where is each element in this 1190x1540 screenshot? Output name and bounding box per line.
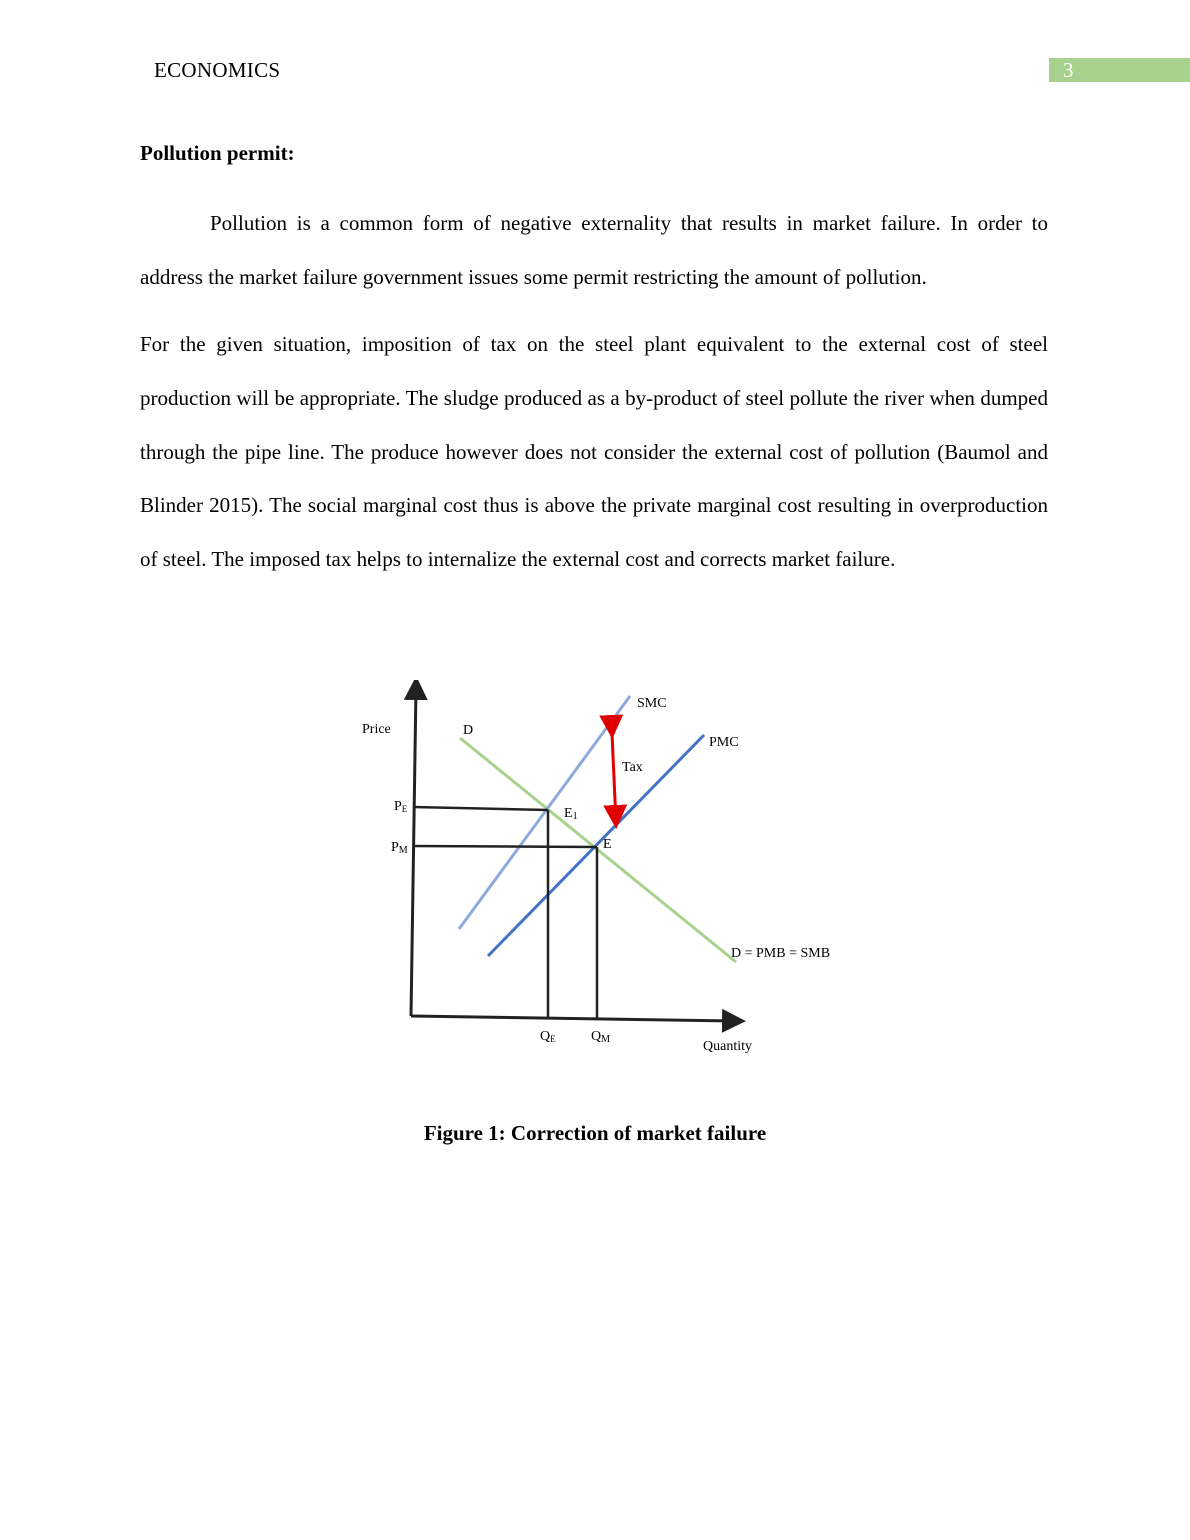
paragraph-1: Pollution is a common form of negative externality that results in market failure. In order to address the market failure government issues some permit restricting the amount of pollution. [140,211,1048,289]
qm-label: QM [591,1029,611,1045]
pm-label: PM [391,840,408,856]
running-header: ECONOMICS [154,58,281,82]
page-number-badge: 3 [1049,58,1190,82]
paragraph-2: For the given situation, imposition of tax on the steel plant equivalent to the external cost of steel production will be appropriate. The sludge produced as a by-product of steel pollute the river when dumped through the pipe line. The produce however does not consider the external cost of pollution (Baumol and Blinder 2015). The social marginal cost thus is above the private marginal cost resulting in overproduction of steel. The imposed tax helps to internalize the external cost and corrects market failure. [140,332,1048,572]
y-axis [411,688,416,1016]
tax-arrow [612,733,616,823]
pm-guide-line [413,846,597,847]
market-failure-figure [350,680,850,1070]
demand-equation-label: D = PMB = SMB [731,946,831,961]
demand-top-label: D [463,723,474,738]
section-heading: Pollution permit: [140,141,295,165]
e-label: E [603,837,612,852]
pe-label: PE [394,799,408,814]
pe-guide-line [413,807,548,810]
tax-label: Tax [622,760,643,775]
x-axis [411,1016,734,1021]
smc-curve [459,696,630,929]
pmc-label: PMC [709,735,739,750]
price-axis-label: Price [362,722,391,737]
e1-label: E1 [564,806,578,822]
smc-label: SMC [637,696,667,711]
quantity-axis-label: Quantity [703,1039,752,1054]
figure-caption: Figure 1: Correction of market failure [423,1121,767,1145]
market-failure-diagram [350,680,850,1070]
qe-label: QE [540,1029,556,1044]
